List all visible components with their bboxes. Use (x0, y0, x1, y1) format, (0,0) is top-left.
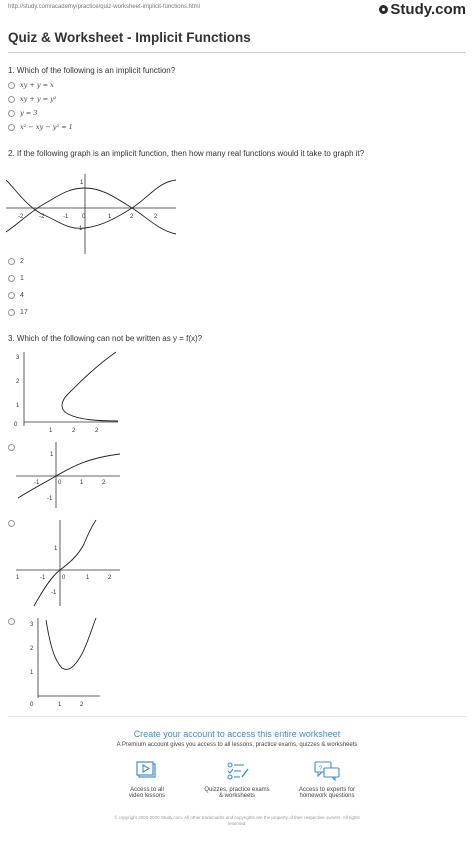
tick-label: 0 (58, 480, 62, 486)
tick-label: 2 (16, 379, 20, 385)
option-text: xy + y = x (20, 81, 54, 89)
option-text: 1 (20, 275, 24, 282)
radio-button[interactable] (8, 292, 15, 299)
tick-label: -1 (34, 480, 40, 486)
tick-label: 0 (14, 422, 18, 428)
tick-label: 2 (72, 428, 76, 434)
tick-label: 1 (49, 428, 53, 434)
question-2-option-1[interactable] (8, 258, 24, 265)
question-1-option-1[interactable] (8, 81, 54, 89)
tick-label: 2 (80, 702, 84, 708)
question-2-option-2[interactable] (8, 275, 24, 282)
x-tick-label: -1 (63, 214, 69, 220)
question-3-graph-c (14, 518, 124, 608)
question-3-option-3[interactable] (8, 618, 15, 625)
feature-experts[interactable] (282, 760, 372, 799)
footer-line-2: reserved. (227, 821, 247, 826)
cta-title[interactable]: Create your account to access this entire worksheet (133, 729, 341, 739)
x-tick-label: 0 (82, 214, 86, 220)
feature-line-2: & worksheets (218, 793, 255, 799)
tick-label: -1 (51, 590, 57, 596)
question-2-option-4[interactable] (8, 309, 28, 316)
question-3-graph-b (14, 440, 124, 510)
radio-button[interactable] (8, 124, 15, 131)
brand-name: Study.com (390, 1, 466, 18)
question-2-graph (6, 160, 178, 255)
tick-label: 1 (58, 702, 62, 708)
feature-video-lessons[interactable] (102, 760, 192, 799)
expert-chat-icon (313, 760, 341, 782)
radio-button[interactable] (8, 258, 15, 265)
tick-label: 1 (16, 575, 20, 581)
radio-button[interactable] (8, 275, 15, 282)
radio-button[interactable] (8, 96, 15, 103)
cta-divider (8, 716, 466, 717)
question-1-prompt: 1. Which of the following is an implicit function? (8, 66, 176, 75)
tick-label: -1 (47, 496, 53, 502)
video-lesson-icon (134, 760, 160, 782)
tick-label: 2 (102, 480, 106, 486)
option-text: xy + y = y² (20, 95, 57, 103)
x-tick-label: -2 (18, 214, 24, 220)
x-tick-label: -2 (39, 214, 45, 220)
tick-label: 2 (95, 428, 99, 434)
question-1-option-2[interactable] (8, 95, 56, 103)
question-3-prompt: 3. Which of the following can not be written as y = f(x)? (8, 334, 203, 343)
question-2-option-3[interactable] (8, 292, 24, 299)
tick-label: 3 (16, 355, 20, 361)
question-1-option-4[interactable] (8, 123, 73, 131)
tick-label: 2 (108, 575, 112, 581)
x-tick-label: 1 (108, 214, 112, 220)
quiz-checklist-icon (224, 760, 250, 782)
title-divider (8, 52, 466, 53)
tick-label: 1 (86, 575, 90, 581)
feature-line-1: Access to all (130, 787, 164, 793)
tick-label: 0 (62, 575, 66, 581)
feature-quizzes[interactable] (192, 760, 282, 799)
feature-line-1: Quizzes, practice exams (204, 787, 270, 793)
tick-label: 1 (50, 452, 54, 458)
tick-label: 3 (30, 622, 34, 628)
option-text: y = 3 (20, 109, 38, 117)
question-2-prompt: 2. If the following graph is an implicit function, then how many real functions would it take to graph it? (8, 149, 365, 158)
cta-subtitle: A Premium account gives you access to all lessons, practice exams, quizzes & worksheets (116, 742, 358, 748)
question-3-graph-d (24, 614, 104, 710)
footer-line-1: © copyright 2003-2020 Study.com. All other trademarks and copyrights are the property of their respective owners. All rights (114, 815, 360, 820)
svg-text:?: ? (319, 766, 323, 772)
question-3-graph-a (6, 346, 121, 436)
option-text: x² − xy − y² = 1 (20, 123, 73, 131)
y-tick-label: 1 (80, 180, 84, 186)
x-tick-label: 2 (130, 214, 134, 220)
question-1-option-3[interactable] (8, 109, 37, 117)
option-text: 2 (20, 258, 24, 265)
study-logo-icon (379, 5, 388, 14)
tick-label: 1 (16, 403, 20, 409)
copyright-footer (80, 815, 394, 827)
feature-line-1: Access to experts for (298, 787, 356, 793)
x-tick-label: 2 (154, 214, 158, 220)
page-title: Quiz & Worksheet - Implicit Functions (8, 30, 251, 45)
feature-line-2: homework questions (299, 793, 355, 799)
tick-label: -1 (40, 575, 46, 581)
feature-line-2: video lessons (128, 793, 166, 799)
radio-button[interactable] (8, 618, 15, 625)
y-tick-label: -1 (77, 226, 83, 232)
radio-button[interactable] (8, 110, 15, 117)
tick-label: 1 (54, 546, 58, 552)
page-url: http://study.com/academy/practice/quiz-worksheet-implicit-functions.html (8, 4, 200, 10)
option-text: 4 (20, 292, 24, 299)
tick-label: 0 (30, 702, 34, 708)
tick-label: 1 (80, 480, 84, 486)
radio-button[interactable] (8, 309, 15, 316)
tick-label: 1 (30, 670, 34, 676)
brand-logo[interactable] (379, 1, 466, 18)
radio-button[interactable] (8, 82, 15, 89)
option-text: 17 (20, 309, 28, 316)
tick-label: 2 (30, 646, 34, 652)
